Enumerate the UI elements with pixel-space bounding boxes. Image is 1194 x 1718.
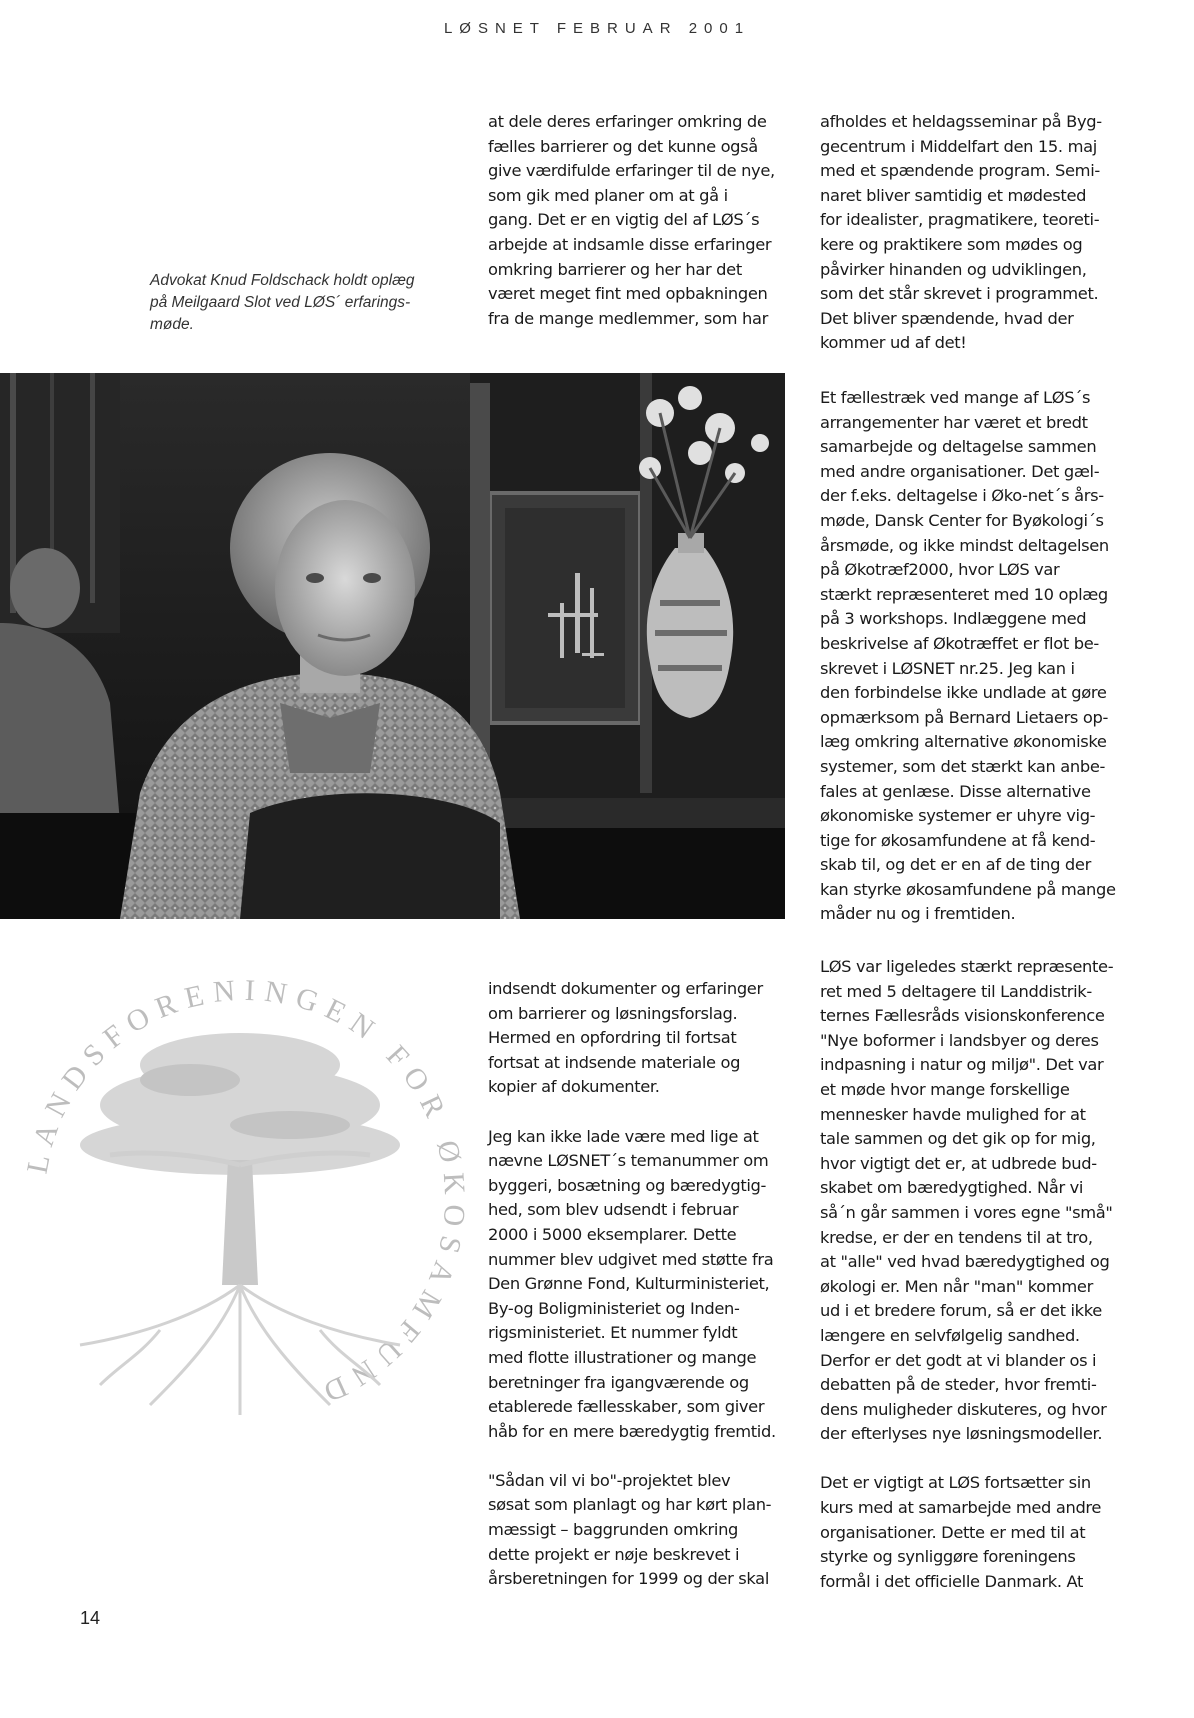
paragraph xyxy=(488,1125,798,1445)
text-line: arbejde at indsamle disse erfaringer xyxy=(488,234,772,254)
text-line: dette projekt er nøje beskrevet i xyxy=(488,1544,740,1564)
text-line: indpasning i natur og miljø". Det var xyxy=(820,1055,1104,1075)
column-right-top xyxy=(820,110,1130,381)
column-right-bottom xyxy=(820,955,1130,1619)
text-line: kurs med at samarbejde med andre xyxy=(820,1498,1102,1518)
text-line: gecentrum i Middelfart den 15. maj xyxy=(820,136,1097,156)
tree-emblem-graphic xyxy=(0,955,480,1445)
text-line: arrangementer har været et bredt xyxy=(820,412,1088,432)
text-line: 2000 i 5000 eksemplarer. Dette xyxy=(488,1224,737,1244)
text-line: beskrivelse af Økotræffet er flot be- xyxy=(820,633,1099,653)
text-line: årsberetningen for 1999 og der skal xyxy=(488,1569,769,1589)
text-line: dens muligheder diskuteres, og hvor xyxy=(820,1399,1107,1419)
text-line: Et fællestræk ved mange af LØS´s xyxy=(820,388,1091,407)
text-line: så´n går sammen i vores egne "små" xyxy=(820,1202,1113,1222)
text-line: økologi er. Men når "man" kommer xyxy=(820,1276,1093,1296)
text-line: ret med 5 deltagere til Landdistrik- xyxy=(820,981,1092,1001)
text-line: kopier af dokumenter. xyxy=(488,1077,660,1097)
text-line: for idealister, pragmatikere, teoreti- xyxy=(820,210,1100,230)
text-line: som det står skrevet i programmet. xyxy=(820,284,1099,304)
text-line: årsmøde, og ikke mindst deltagelsen xyxy=(820,535,1109,555)
text-line: fælles barrierer og det kunne også xyxy=(488,136,758,156)
text-line: nævne LØSNET´s temanummer om xyxy=(488,1151,769,1171)
text-line: formål i det officielle Danmark. At xyxy=(820,1571,1084,1591)
text-line: på Økotræf2000, hvor LØS var xyxy=(820,560,1060,580)
paragraph xyxy=(820,955,1130,1447)
text-line: hed, som blev udsendt i februar xyxy=(488,1200,739,1220)
text-line: fortsat at indsende materiale og xyxy=(488,1052,741,1072)
text-line: med andre organisationer. Det gæl- xyxy=(820,461,1100,481)
text-line: skabet om bæredygtighed. Når vi xyxy=(820,1178,1084,1198)
text-line: nummer blev udgivet med støtte fra xyxy=(488,1249,774,1269)
text-line: naret bliver samtidig et mødested xyxy=(820,185,1087,205)
text-line: hvor vigtigt det er, at udbrede bud- xyxy=(820,1153,1097,1173)
text-line: kere og praktikere som mødes og xyxy=(820,234,1083,254)
text-line: påvirker hinanden og udviklingen, xyxy=(820,259,1087,279)
text-line: Derfor er det godt at vi blander os i xyxy=(820,1350,1097,1370)
text-line: kan styrke økosamfundene på mange xyxy=(820,879,1116,899)
page-number: 14 xyxy=(80,1608,101,1628)
text-line: læg omkring alternative økonomiske xyxy=(820,732,1107,752)
text-line: kommer ud af det! xyxy=(820,333,967,353)
running-header: LØSNET FEBRUAR 2001 xyxy=(443,20,751,37)
text-line: kredse, er der en tendens til at tro, xyxy=(820,1227,1093,1247)
text-line: at "alle" ved hvad bæredygtighed og xyxy=(820,1252,1110,1272)
caption-line: Advokat Knud Foldschack holdt oplæg xyxy=(150,272,415,289)
text-line: med et spændende program. Semi- xyxy=(820,161,1100,181)
emblem-ring-text: LANDSFORENINGEN FOR ØKOSAMFUND xyxy=(20,973,472,1413)
text-line: debatten på de steder, hvor fremti- xyxy=(820,1375,1097,1395)
paragraph xyxy=(488,110,778,331)
text-line: Jeg kan ikke lade være med lige at xyxy=(488,1126,759,1146)
text-line: etablerede fællesskaber, som giver xyxy=(488,1397,765,1417)
paragraph xyxy=(820,1471,1130,1594)
text-line: økonomiske systemer er uhyre vig- xyxy=(820,806,1096,826)
text-line: længere en selvfølgelig sandhed. xyxy=(820,1325,1080,1345)
text-line: Det bliver spændende, hvad der xyxy=(820,308,1074,328)
text-line: om barrierer og løsningsforslag. xyxy=(488,1003,738,1023)
text-line: på 3 workshops. Indlæggene med xyxy=(820,609,1087,629)
text-line: LØS var ligeledes stærkt repræsente- xyxy=(820,957,1114,976)
paragraph xyxy=(820,386,1130,927)
text-line: måder nu og i fremtiden. xyxy=(820,904,1016,924)
text-line: søsat som planlagt og har kørt plan- xyxy=(488,1495,772,1515)
text-line: styrke og synliggøre foreningens xyxy=(820,1547,1076,1567)
text-line: fales at genlæse. Disse alternative xyxy=(820,781,1091,801)
text-line: ternes Fællesråds visionskonference xyxy=(820,1006,1105,1026)
text-line: mennesker havde mulighed for at xyxy=(820,1104,1086,1124)
text-line: med flotte illustrationer og mange xyxy=(488,1347,757,1367)
column-left-bottom xyxy=(488,977,798,1616)
text-line: byggeri, bosætning og bæredygtig- xyxy=(488,1175,767,1195)
text-line: møde, Dansk Center for Byøkologi´s xyxy=(820,510,1104,530)
caption-line: møde. xyxy=(150,316,194,333)
text-line: mæssigt – baggrunden omkring xyxy=(488,1520,739,1540)
text-line: at dele deres erfaringer omkring de xyxy=(488,112,767,131)
paragraph xyxy=(488,1469,798,1592)
text-line: som gik med planer om at gå i xyxy=(488,185,728,205)
portrait-photo xyxy=(0,373,785,919)
column-left-top xyxy=(488,110,778,356)
text-line: Hermed en opfordring til fortsat xyxy=(488,1028,737,1048)
text-line: organisationer. Dette er med til at xyxy=(820,1522,1086,1542)
text-line: skab til, og det er en af de ting der xyxy=(820,855,1091,875)
text-line: "Sådan vil vi bo"-projektet blev xyxy=(488,1470,731,1490)
text-line: Det er vigtigt at LØS fortsætter sin xyxy=(820,1473,1091,1493)
organisation-emblem xyxy=(0,955,480,1445)
text-line: "Nye boformer i landsbyer og deres xyxy=(820,1030,1099,1050)
paragraph xyxy=(820,110,1130,356)
text-line: gang. Det er en vigtig del af LØS´s xyxy=(488,210,760,230)
column-right-middle xyxy=(820,386,1130,952)
text-line: håb for en mere bæredygtig fremtid. xyxy=(488,1421,776,1441)
text-line: ud i et bredere forum, så er det ikke xyxy=(820,1301,1102,1321)
text-line: et møde hvor mange forskellige xyxy=(820,1079,1070,1099)
text-line: den forbindelse ikke undlade at gøre xyxy=(820,683,1107,703)
text-line: indsendt dokumenter og erfaringer xyxy=(488,979,763,998)
text-line: rigsministeriet. Et nummer fyldt xyxy=(488,1323,738,1343)
text-line: omkring barrierer og her har det xyxy=(488,259,742,279)
text-line: der efterlyses nye løsningsmodeller. xyxy=(820,1424,1103,1444)
text-line: Den Grønne Fond, Kulturministeriet, xyxy=(488,1274,770,1294)
text-line: været meget fint med opbakningen xyxy=(488,284,768,304)
caption-line: på Meilgaard Slot ved LØS´ erfarings- xyxy=(150,294,411,311)
photo-caption xyxy=(150,270,440,336)
text-line: opmærksom på Bernard Lietaers op- xyxy=(820,707,1108,727)
text-line: der f.eks. deltagelse i Øko-net´s års- xyxy=(820,486,1104,506)
text-line: fra de mange medlemmer, som har xyxy=(488,308,768,328)
photo-illustration xyxy=(0,373,785,919)
text-line: samarbejde og deltagelse sammen xyxy=(820,437,1097,457)
text-line: By-og Boligministeriet og Inden- xyxy=(488,1298,740,1318)
text-line: tige for økosamfundene at få kend- xyxy=(820,830,1096,850)
text-line: afholdes et heldagsseminar på Byg- xyxy=(820,112,1102,131)
paragraph xyxy=(488,977,798,1100)
text-line: skrevet i LØSNET nr.25. Jeg kan i xyxy=(820,658,1075,678)
text-line: give værdifulde erfaringer til de nye, xyxy=(488,161,775,181)
text-line: stærkt repræsenteret med 10 oplæg xyxy=(820,584,1108,604)
text-line: systemer, som det stærkt kan anbe- xyxy=(820,756,1106,776)
text-line: beretninger fra igangværende og xyxy=(488,1372,749,1392)
text-line: tale sammen og det gik op for mig, xyxy=(820,1129,1096,1149)
